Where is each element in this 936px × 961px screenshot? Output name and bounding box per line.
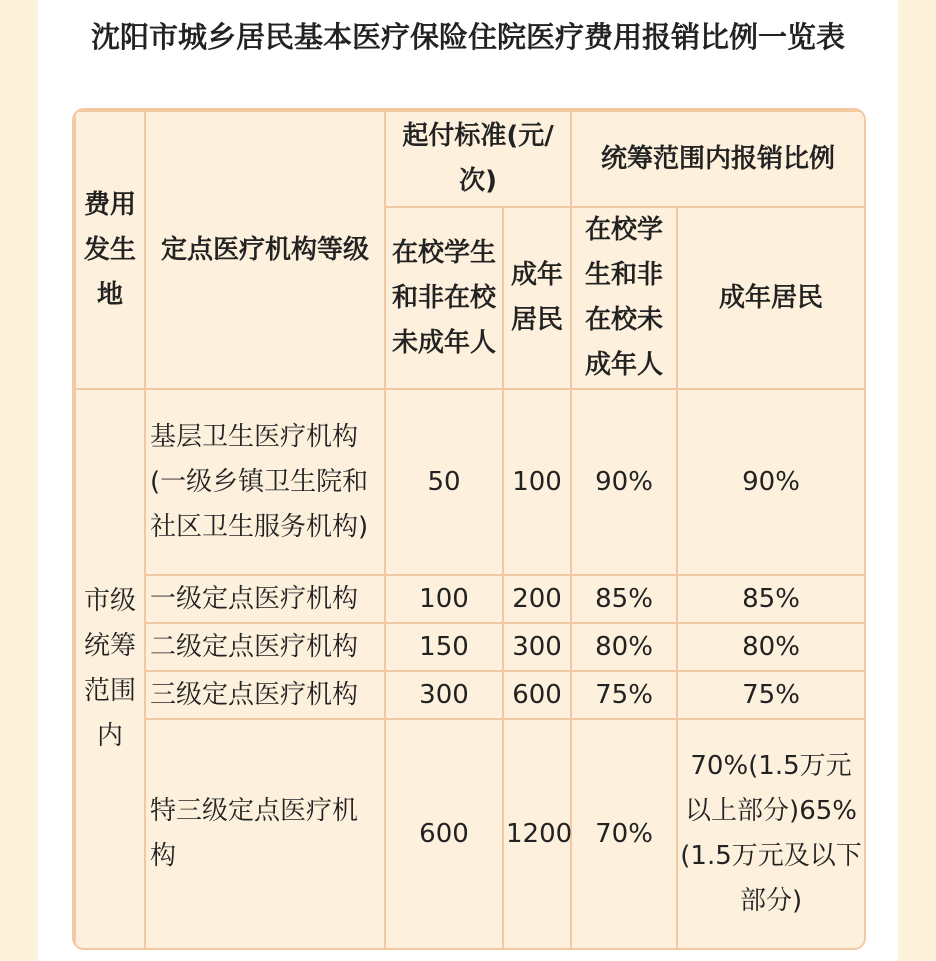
adult-deductible-cell: 1200 <box>503 719 571 949</box>
student-deductible-cell: 150 <box>385 623 503 671</box>
header-students-deductible: 在校学生和非在校未成年人 <box>385 207 503 389</box>
level-cell: 一级定点医疗机构 <box>145 575 385 623</box>
header-ratio: 统筹范围内报销比例 <box>571 111 865 207</box>
header-students-ratio: 在校学生和非在校未成年人 <box>571 207 677 389</box>
student-deductible-cell: 300 <box>385 671 503 719</box>
student-deductible-cell: 50 <box>385 389 503 575</box>
table-row <box>75 671 865 719</box>
header-adults-ratio: 成年居民 <box>677 207 865 389</box>
student-ratio-cell: 75% <box>571 671 677 719</box>
cropped-text-bottom <box>74 948 864 961</box>
student-ratio-cell: 80% <box>571 623 677 671</box>
adult-ratio-cell: 80% <box>677 623 865 671</box>
reimbursement-table <box>72 108 866 950</box>
level-cell: 三级定点医疗机构 <box>145 671 385 719</box>
level-cell: 二级定点医疗机构 <box>145 623 385 671</box>
student-ratio-cell: 70% <box>571 719 677 949</box>
table-row <box>75 719 865 949</box>
adult-ratio-cell: 75% <box>677 671 865 719</box>
location-cell: 市级统筹范围内 <box>75 389 145 949</box>
adult-deductible-cell: 200 <box>503 575 571 623</box>
student-deductible-cell: 100 <box>385 575 503 623</box>
adult-deductible-cell: 100 <box>503 389 571 575</box>
table-row <box>75 575 865 623</box>
student-ratio-cell: 85% <box>571 575 677 623</box>
student-ratio-cell: 90% <box>571 389 677 575</box>
header-level: 定点医疗机构等级 <box>145 111 385 389</box>
cropped-text-top <box>80 0 780 6</box>
table-row <box>75 623 865 671</box>
page-title: 沈阳市城乡居民基本医疗保险住院医疗费用报销比例一览表 <box>90 20 845 54</box>
level-cell: 基层卫生医疗机构(一级乡镇卫生院和社区卫生服务机构) <box>145 389 385 575</box>
adult-ratio-cell: 85% <box>677 575 865 623</box>
table-row <box>75 389 865 575</box>
adult-deductible-cell: 300 <box>503 623 571 671</box>
adult-ratio-cell: 70%(1.5万元以上部分)65%(1.5万元及以下部分) <box>677 719 865 949</box>
level-cell: 特三级定点医疗机构 <box>145 719 385 949</box>
adult-ratio-cell: 90% <box>677 389 865 575</box>
header-adults-deductible: 成年居民 <box>503 207 571 389</box>
adult-deductible-cell: 600 <box>503 671 571 719</box>
header-deductible: 起付标准(元/次) <box>385 111 571 207</box>
student-deductible-cell: 600 <box>385 719 503 949</box>
header-location: 费用发生地 <box>75 111 145 389</box>
